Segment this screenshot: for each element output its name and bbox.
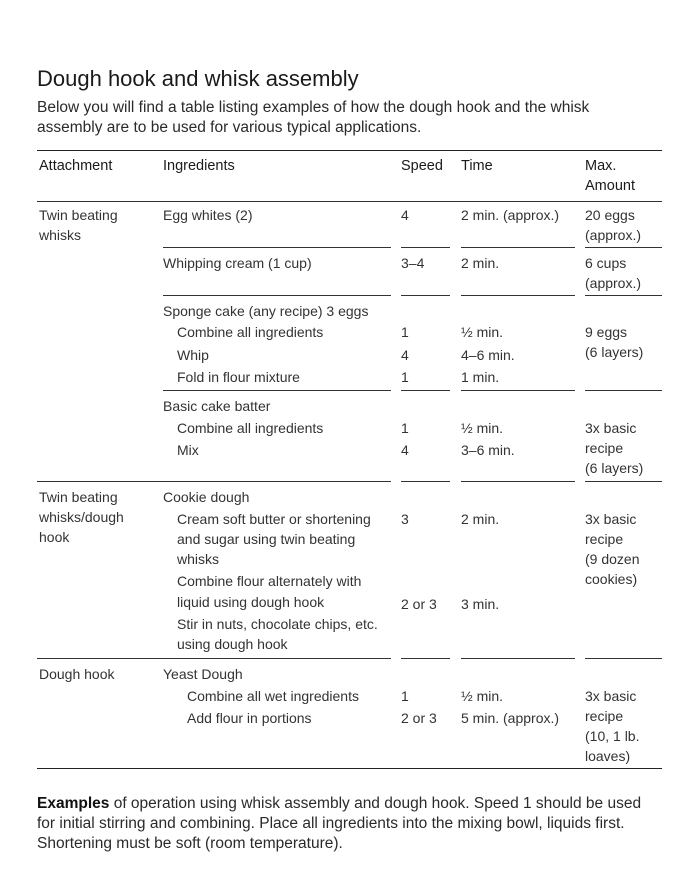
speed-cookie-flour: 2 or 3	[401, 596, 437, 612]
row-rule	[585, 295, 662, 296]
footer-bold-label: Examples	[37, 795, 110, 812]
header-time: Time	[461, 158, 493, 174]
speed-sponge-fold: 1	[401, 369, 409, 385]
row-rule	[401, 295, 450, 296]
row-rule	[163, 247, 391, 248]
ingredient-yeast-dough: Yeast Dough	[163, 666, 243, 682]
attachment-twin-whisks-line2: whisks	[39, 227, 82, 243]
attachment-twin-whisks-line1: Twin beating	[39, 207, 118, 223]
max-yeast-line3: (10, 1 lb.	[585, 728, 640, 744]
max-cookie-line1: 3x basic	[585, 511, 637, 527]
time-whipping-cream: 2 min.	[461, 255, 500, 271]
group-rule	[401, 481, 450, 482]
speed-yeast-flour: 2 or 3	[401, 710, 437, 726]
time-cookie-flour: 3 min.	[461, 596, 500, 612]
group-rule	[461, 481, 575, 482]
attachment-whisks-dough-line1: Twin beating	[39, 489, 118, 505]
attachment-dough-hook: Dough hook	[39, 666, 115, 682]
row-rule	[163, 295, 391, 296]
speed-sponge-whip: 4	[401, 347, 409, 363]
ingredient-basic-cake: Basic cake batter	[163, 398, 271, 414]
step-cookie-cream-line3: whisks	[177, 551, 220, 567]
footer-note	[37, 794, 657, 854]
time-cookie-cream: 2 min.	[461, 511, 500, 527]
max-yeast-line4: loaves)	[585, 748, 631, 764]
intro-paragraph: Below you will find a table listing examples of how the dough hook and the whisk assembly are to be used for various typical applications.	[37, 99, 590, 136]
row-rule	[461, 247, 575, 248]
time-sponge-combine: ½ min.	[461, 324, 504, 340]
group-rule	[37, 658, 391, 659]
step-cookie-cream-line1: Cream soft butter or shortening	[177, 511, 371, 527]
group-rule	[37, 481, 391, 482]
speed-cookie-cream: 3	[401, 511, 409, 527]
step-yeast-wet: Combine all wet ingredients	[187, 688, 359, 704]
step-sponge-fold: Fold in flour mixture	[177, 369, 300, 385]
group-rule	[401, 658, 450, 659]
max-basic-line1: 3x basic	[585, 420, 637, 436]
step-sponge-whip: Whip	[177, 347, 209, 363]
header-attachment: Attachment	[39, 158, 113, 174]
table-top-rule	[37, 150, 662, 151]
header-speed: Speed	[401, 158, 443, 174]
max-sponge-line1: 9 eggs	[585, 324, 628, 340]
attachment-whisks-dough-line3: hook	[39, 529, 70, 545]
group-rule	[461, 658, 575, 659]
max-basic-line2: recipe	[585, 440, 624, 456]
ingredient-cookie-dough: Cookie dough	[163, 489, 250, 505]
group-rule	[585, 658, 662, 659]
row-rule	[401, 390, 450, 391]
row-rule	[461, 390, 575, 391]
speed-basic-mix: 4	[401, 442, 409, 458]
step-cookie-cream-line2: and sugar using twin beating	[177, 531, 356, 547]
header-max-line2: Amount	[585, 178, 635, 194]
header-ingredients: Ingredients	[163, 158, 235, 174]
table-bottom-rule	[37, 768, 662, 769]
time-basic-combine: ½ min.	[461, 420, 504, 436]
step-yeast-flour: Add flour in portions	[187, 710, 312, 726]
max-cookie-line2: recipe	[585, 531, 624, 547]
row-rule	[401, 247, 450, 248]
row-rule	[585, 390, 662, 391]
row-rule	[163, 390, 391, 391]
speed-basic-combine: 1	[401, 420, 409, 436]
max-egg-whites-line1: 20 eggs	[585, 207, 635, 223]
row-rule	[585, 247, 662, 248]
step-cookie-flour-line1: Combine flour alternately with	[177, 573, 362, 589]
max-sponge-line2: (6 layers)	[585, 344, 644, 360]
time-egg-whites: 2 min. (approx.)	[461, 207, 560, 223]
time-sponge-whip: 4–6 min.	[461, 347, 515, 363]
ingredient-whipping-cream: Whipping cream (1 cup)	[163, 255, 312, 271]
max-yeast-line1: 3x basic	[585, 688, 637, 704]
max-cookie-line4: cookies)	[585, 571, 638, 587]
step-basic-mix: Mix	[177, 442, 199, 458]
max-cookie-line3: (9 dozen	[585, 551, 640, 567]
header-rule	[37, 201, 662, 202]
speed-sponge-combine: 1	[401, 324, 409, 340]
time-sponge-fold: 1 min.	[461, 369, 500, 385]
page-title: Dough hook and whisk assembly	[37, 66, 359, 91]
header-max-line1: Max.	[585, 158, 617, 174]
row-rule	[461, 295, 575, 296]
max-whipping-cream-line1: 6 cups	[585, 255, 627, 271]
speed-yeast-wet: 1	[401, 688, 409, 704]
step-cookie-flour-line2: liquid using dough hook	[177, 594, 325, 610]
speed-whipping-cream: 3–4	[401, 255, 425, 271]
time-basic-mix: 3–6 min.	[461, 442, 515, 458]
max-yeast-line2: recipe	[585, 708, 624, 724]
step-sponge-combine: Combine all ingredients	[177, 324, 324, 340]
group-rule	[585, 481, 662, 482]
footer-text: of operation using whisk assembly and dough hook. Speed 1 should be used for initial stirring and combining. Place all ingredients into the mixing bowl, liquids first. Shortening must be soft (room temperature).	[37, 795, 642, 852]
step-cookie-nuts-line1: Stir in nuts, chocolate chips, etc.	[177, 616, 378, 632]
max-basic-line3: (6 layers)	[585, 460, 644, 476]
ingredient-egg-whites: Egg whites (2)	[163, 207, 253, 223]
time-yeast-flour: 5 min. (approx.)	[461, 710, 560, 726]
speed-egg-whites: 4	[401, 207, 409, 223]
step-basic-combine: Combine all ingredients	[177, 420, 324, 436]
time-yeast-wet: ½ min.	[461, 688, 504, 704]
max-whipping-cream-line2: (approx.)	[585, 275, 642, 291]
max-egg-whites-line2: (approx.)	[585, 227, 642, 243]
attachment-whisks-dough-line2: whisks/dough	[39, 509, 124, 525]
ingredient-sponge-cake: Sponge cake (any recipe) 3 eggs	[163, 303, 369, 319]
step-cookie-nuts-line2: using dough hook	[177, 636, 288, 652]
